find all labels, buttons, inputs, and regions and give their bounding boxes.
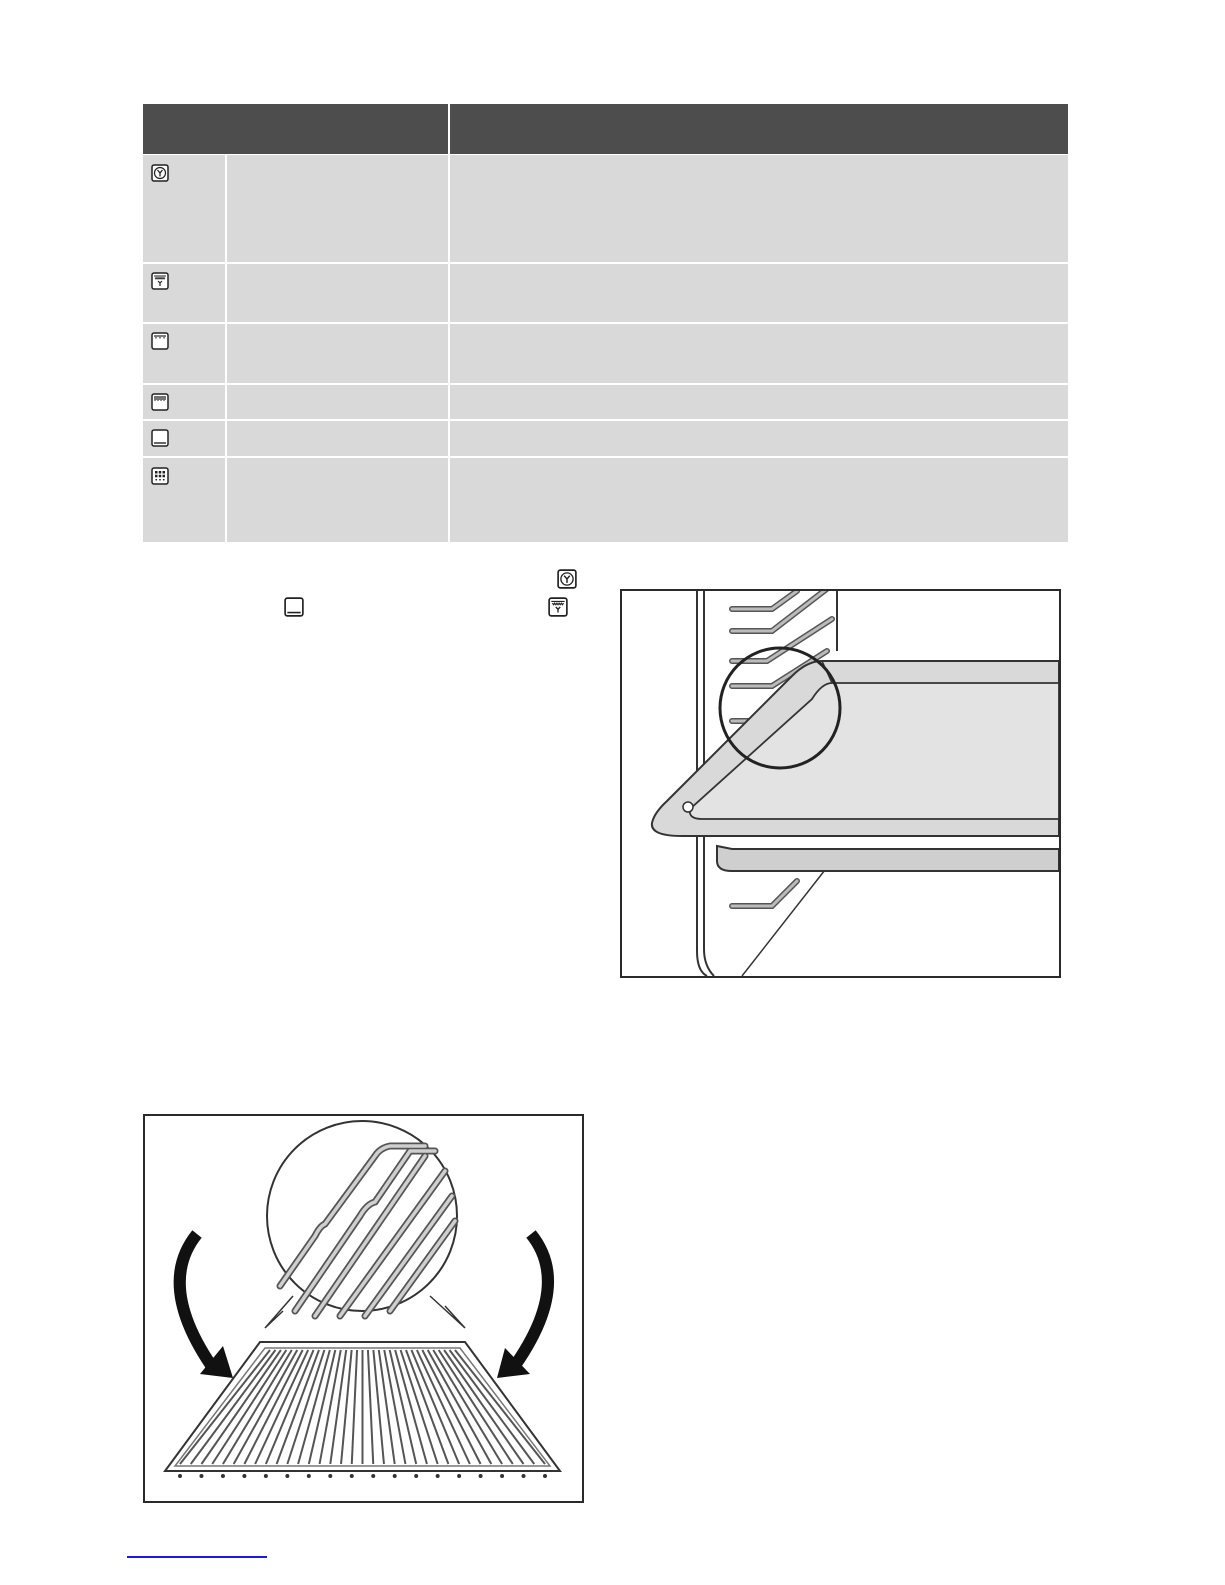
shelf-foot (522, 1474, 526, 1478)
shelf-foot (242, 1474, 246, 1478)
shelf-foot (500, 1474, 504, 1478)
bottom-heat-icon (151, 429, 169, 447)
shelf-foot (264, 1474, 268, 1478)
shelf-foot (543, 1474, 547, 1478)
shelf-feet (178, 1474, 547, 1478)
table-cell-function-name (227, 264, 448, 322)
bottom-heat-icon (284, 597, 304, 617)
wire-shelf-insert-illustration (143, 1114, 584, 1503)
multi-function-grid-icon (151, 467, 169, 485)
shelf-foot (436, 1474, 440, 1478)
shelf-foot (221, 1474, 225, 1478)
table-cell-description (450, 421, 1068, 456)
shelf-foot (199, 1474, 203, 1478)
fan-heating-icon (151, 164, 169, 182)
table-cell-function-name (227, 324, 448, 383)
shelf-foot (371, 1474, 375, 1478)
shelf-foot (178, 1474, 182, 1478)
table-cell-description (450, 324, 1068, 383)
fan-heating-icon (557, 569, 577, 589)
table-cell-description (450, 458, 1068, 542)
shelf-foot (457, 1474, 461, 1478)
grill-fan-icon (548, 597, 568, 617)
baking-tray-insert-illustration (620, 589, 1061, 978)
table-header-function (143, 104, 448, 154)
table-cell-description (450, 385, 1068, 419)
footer-link-rule (127, 1556, 267, 1558)
tray-drawing (622, 591, 1059, 976)
shelf-foot (328, 1474, 332, 1478)
shelf-foot (307, 1474, 311, 1478)
table-cell-description (450, 155, 1068, 262)
shelf-foot (393, 1474, 397, 1478)
top-heat-icon (151, 332, 169, 350)
table-cell-function-name (227, 458, 448, 542)
table-cell-function-name (227, 421, 448, 456)
grill-fan-icon (151, 272, 169, 290)
shelf-foot (285, 1474, 289, 1478)
full-grill-icon (151, 393, 169, 411)
shelf-foot (414, 1474, 418, 1478)
table-cell-description (450, 264, 1068, 322)
shelf-foot (479, 1474, 483, 1478)
shelf-drawing (145, 1116, 582, 1501)
table-cell-function-name (227, 155, 448, 262)
shelf-foot (350, 1474, 354, 1478)
table-cell-function-name (227, 385, 448, 419)
table-header-use (450, 104, 1068, 154)
